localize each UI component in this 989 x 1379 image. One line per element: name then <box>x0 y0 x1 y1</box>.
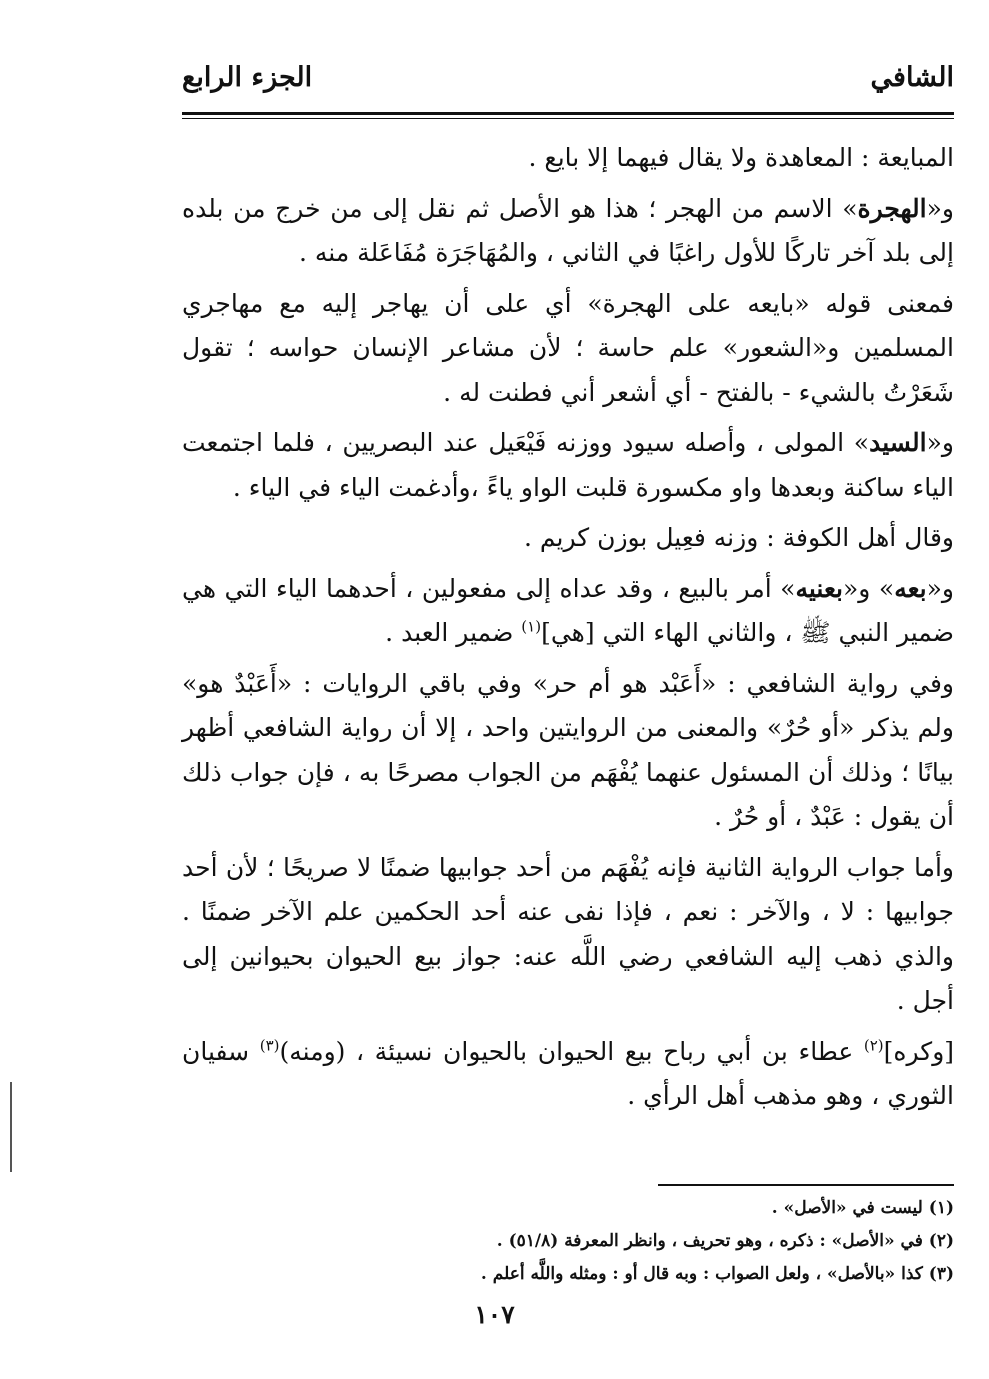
keyword: بعنيه <box>795 573 843 603</box>
text-run: المبايعة : المعاهدة ولا يقال فيهما إلا بايع . <box>528 143 954 172</box>
paragraph <box>182 516 954 561</box>
text-run: » أمر بالبيع ، وقد عداه إلى مفعولين ، أحدهما الياء التي هي ضمير النبي ﷺ ، والثاني الهاء التي [هي] <box>182 573 954 647</box>
text-run: » و« <box>843 573 895 603</box>
footnote-ref: (٣) <box>259 1036 280 1055</box>
paragraph <box>182 282 954 416</box>
book-title: الشافي <box>870 62 954 93</box>
running-header <box>182 62 954 102</box>
text-run: وقال أهل الكوفة : وزنه فعِيل بوزن كريم . <box>523 523 954 552</box>
text-run: و« <box>926 573 954 603</box>
text-run: ضمير العبد . <box>385 618 522 647</box>
header-rule-thin <box>182 118 954 119</box>
paragraph <box>182 136 954 181</box>
text-run: فمعنى قوله «بايعه على الهجرة» أي على أن يهاجر إليه مع مهاجري المسلمين و«الشعور» علم حاسة ؛ لأن مشاعر الإنسان حواسه ؛ تقول شَعَرْتُ بالشيء - بالفتح - أي أشعر أني فطنت له . <box>182 288 954 407</box>
scan-margin-mark <box>10 1082 12 1172</box>
footnote-ref: (١) <box>521 617 542 636</box>
volume-title: الجزء الرابع <box>182 62 313 93</box>
footnote-separator <box>658 1184 954 1186</box>
footnote-1: (١) ليست في «الأصل» . <box>771 1198 954 1218</box>
footnote-2: (٢) في «الأصل» : ذكره ، وهو تحريف ، وانظر المعرفة (٥١/٨) . <box>496 1231 954 1251</box>
paragraph <box>182 421 954 510</box>
paragraph <box>182 187 954 276</box>
text-run: [وكره] <box>883 1036 955 1066</box>
footnote-3: (٣) كذا «بالأصل» ، ولعل الصواب : وبه قال أو : ومثله واللَّه أعلم . <box>480 1264 954 1284</box>
keyword: السيد <box>869 428 927 457</box>
text-run: وأما جواب الرواية الثانية فإنه يُفْهَم من أحد جوابيها ضمنًا لا صريحًا ؛ لأن أحد جوابيها : لا ، والآخر : نعم ، فإذا نفى عنه أحد الحكمين علم الآخر ضمنًا . والذي ذهب إليه الشافعي رضي اللَّه عنه: جواز بيع الحيوان بحيوانين إلى أجل . <box>182 852 954 1015</box>
text-run: و« <box>926 193 954 223</box>
footnotes <box>182 1192 954 1291</box>
header-rule-thick <box>182 112 954 115</box>
text-run: » الاسم من الهجر ؛ هذا هو الأصل ثم نقل إلى من خرج من بلده إلى بلد آخر تاركًا للأول راغبًا في الثاني ، والمُهَاجَرَة مُفَاعَلة منه . <box>182 193 954 267</box>
text-run: » المولى ، وأصله سيود ووزنه فَيْعَيل عند البصريين ، فلما اجتمعت الياء ساكنة وبعدها واو مكسورة قلبت الواو ياءً ،وأدغمت الياء في الياء . <box>182 428 954 502</box>
text-run: عطاء بن أبي رباح بيع الحيوان بالحيوان نسيئة ، (ومنه) <box>279 1036 864 1066</box>
keyword: الهجرة <box>857 193 927 223</box>
body-text <box>182 136 954 1125</box>
text-run: سفيان الثوري ، وهو مذهب أهل الرأي . <box>182 1036 954 1110</box>
text-run: و« <box>926 428 954 457</box>
keyword: بعه <box>894 573 927 603</box>
paragraph <box>182 846 954 1024</box>
paragraph <box>182 567 954 656</box>
text-run: وفي رواية الشافعي : «أَعَبْد هو أم حر» وفي باقي الروايات : «أَعَبْدٌ هو» ولم يذكر «أو حُرٌ» والمعنى من الروايتين واحد ، إلا أن رواية الشافعي أظهر بيانًا ؛ وذلك أن المسئول عنهما يُفْهَم من الجواب مصرحًا به ، فإن جواب ذلك أن يقول : عَبْدٌ ، أو حُرٌ . <box>182 668 954 831</box>
paragraph <box>182 662 954 840</box>
page-number: ١٠٧ <box>474 1300 515 1329</box>
footnote-ref: (٢) <box>863 1036 884 1055</box>
paragraph <box>182 1030 954 1119</box>
